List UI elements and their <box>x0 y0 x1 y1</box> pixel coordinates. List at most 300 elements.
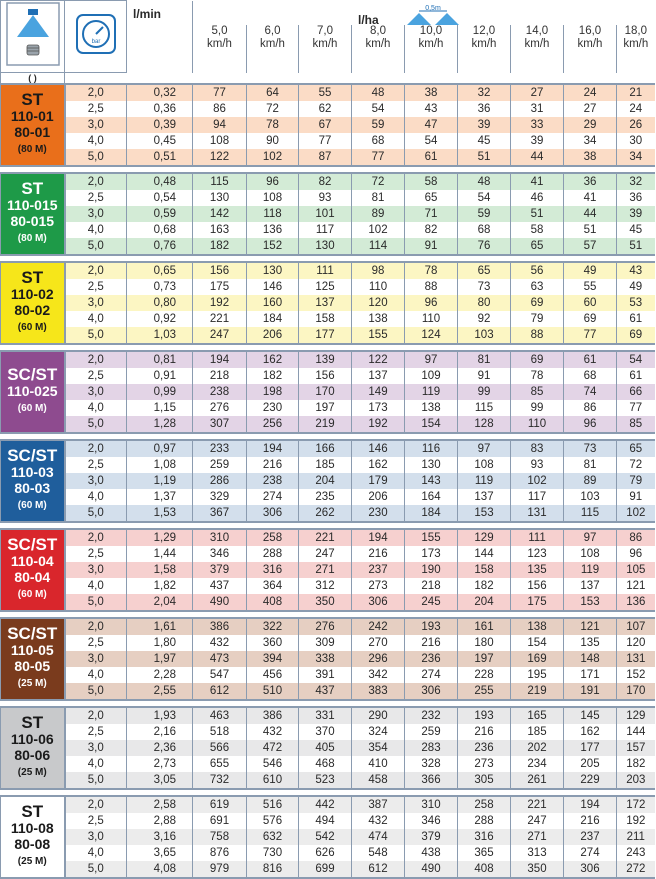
nozzle-label-line: 110-05 <box>10 642 54 658</box>
rate-cell: 138 <box>352 311 405 327</box>
table-row <box>1 845 655 861</box>
rate-cell: 65 <box>617 440 655 457</box>
table-row <box>1 117 655 133</box>
speed-unit: km/h <box>365 37 391 50</box>
group-separator <box>1 611 655 618</box>
flow-cell: 1,97 <box>127 651 193 667</box>
rate-cell: 288 <box>247 546 299 562</box>
rate-cell: 122 <box>352 351 405 368</box>
rate-cell: 272 <box>617 861 655 878</box>
rate-cell: 329 <box>193 489 247 505</box>
speed-value: 14,0 <box>525 24 549 37</box>
rate-cell: 175 <box>193 279 247 295</box>
rate-cell: 691 <box>193 813 247 829</box>
rate-cell: 221 <box>193 311 247 327</box>
group-separator <box>1 700 655 707</box>
pressure-cell: 2,5 <box>65 546 127 562</box>
pressure-gauge-cell <box>65 1 127 73</box>
pressure-cell: 4,0 <box>65 756 127 772</box>
rate-cell: 473 <box>193 651 247 667</box>
rate-cell: 274 <box>564 845 617 861</box>
pressure-cell: 2,5 <box>65 368 127 384</box>
rate-cell: 161 <box>458 618 511 635</box>
rate-cell: 139 <box>299 351 352 368</box>
rate-cell: 98 <box>352 262 405 279</box>
rate-cell: 408 <box>458 861 511 878</box>
rate-cell: 99 <box>511 400 564 416</box>
rate-cell: 76 <box>458 238 511 255</box>
nozzle-label-line: ST <box>21 90 44 109</box>
rate-cell: 173 <box>405 546 458 562</box>
rate-cell: 154 <box>511 635 564 651</box>
nozzle-label-line: ST <box>21 802 44 821</box>
rate-cell: 77 <box>299 133 352 149</box>
flow-cell: 2,16 <box>127 724 193 740</box>
rate-cell: 158 <box>458 562 511 578</box>
rate-cell: 83 <box>511 440 564 457</box>
rate-cell: 258 <box>247 529 299 546</box>
nozzle-label-line: (80 M) <box>17 233 47 244</box>
rate-cell: 102 <box>511 473 564 489</box>
rate-cell: 82 <box>405 222 458 238</box>
rate-cell: 316 <box>458 829 511 845</box>
nozzle-label <box>1 796 65 878</box>
rate-cell: 203 <box>617 772 655 789</box>
rate-cell: 105 <box>617 562 655 578</box>
table-row <box>1 813 655 829</box>
rate-cell: 271 <box>511 829 564 845</box>
rate-cell: 72 <box>617 457 655 473</box>
pressure-cell: 3,0 <box>65 562 127 578</box>
rate-cell: 184 <box>247 311 299 327</box>
group-separator <box>1 255 655 262</box>
rate-cell: 77 <box>352 149 405 166</box>
table-row <box>1 133 655 149</box>
nozzle-label-line: 80-015 <box>10 213 55 229</box>
pressure-cell: 5,0 <box>65 149 127 166</box>
table-row <box>1 384 655 400</box>
speed-unit: km/h <box>260 37 285 50</box>
rate-cell: 184 <box>405 505 458 522</box>
rate-cell: 158 <box>299 311 352 327</box>
rate-cell: 437 <box>299 683 352 700</box>
flow-cell: 2,28 <box>127 667 193 683</box>
rate-cell: 262 <box>299 505 352 522</box>
rate-cell: 312 <box>299 578 352 594</box>
nozzle-label-line: 110-015 <box>6 197 58 213</box>
rate-cell: 27 <box>564 101 617 117</box>
table-row <box>1 440 655 457</box>
rate-cell: 108 <box>247 190 299 206</box>
rate-cell: 146 <box>352 440 405 457</box>
nozzle-label <box>1 173 65 255</box>
flow-cell: 2,88 <box>127 813 193 829</box>
rate-cell: 286 <box>193 473 247 489</box>
rate-cell: 92 <box>458 311 511 327</box>
group-separator <box>1 522 655 529</box>
rate-cell: 58 <box>511 222 564 238</box>
speed-value: 16,0 <box>578 24 602 37</box>
table-row <box>1 635 655 651</box>
speed-header <box>193 25 247 73</box>
rate-cell: 86 <box>193 101 247 117</box>
rate-cell: 144 <box>458 546 511 562</box>
pressure-cell: 2,5 <box>65 813 127 829</box>
nozzle-label-line: 80-03 <box>14 480 51 496</box>
rate-cell: 153 <box>458 505 511 522</box>
rate-cell: 206 <box>352 489 405 505</box>
rate-cell: 89 <box>564 473 617 489</box>
nozzle-label-line: SC/ST <box>7 446 58 465</box>
rate-cell: 77 <box>193 84 247 101</box>
rate-cell: 69 <box>617 327 655 344</box>
flow-cell: 2,55 <box>127 683 193 700</box>
nozzle-label-line: 110-04 <box>10 553 54 569</box>
flow-cell: 1,37 <box>127 489 193 505</box>
rate-cell: 47 <box>405 117 458 133</box>
flow-cell: 4,08 <box>127 861 193 878</box>
rate-cell: 149 <box>352 384 405 400</box>
rate-cell: 21 <box>617 84 655 101</box>
table-row <box>1 562 655 578</box>
rate-cell: 193 <box>405 618 458 635</box>
nozzle-label <box>1 84 65 166</box>
rate-cell: 195 <box>511 667 564 683</box>
flow-cell: 1,93 <box>127 707 193 724</box>
rate-cell: 290 <box>352 707 405 724</box>
rate-cell: 730 <box>247 845 299 861</box>
rate-cell: 115 <box>458 400 511 416</box>
pressure-cell: 3,0 <box>65 829 127 845</box>
rate-cell: 185 <box>511 724 564 740</box>
rate-cell: 162 <box>247 351 299 368</box>
rate-cell: 472 <box>247 740 299 756</box>
rate-cell: 59 <box>352 117 405 133</box>
pressure-cell: 2,0 <box>65 529 127 546</box>
rate-cell: 206 <box>247 327 299 344</box>
rate-cell: 516 <box>247 796 299 813</box>
rate-cell: 182 <box>458 578 511 594</box>
flow-cell: 1,58 <box>127 562 193 578</box>
rate-cell: 163 <box>193 222 247 238</box>
rate-cell: 247 <box>193 327 247 344</box>
table-row <box>1 740 655 756</box>
rate-cell: 130 <box>299 238 352 255</box>
rate-cell: 148 <box>564 651 617 667</box>
rate-cell: 107 <box>617 618 655 635</box>
rate-cell: 116 <box>405 440 458 457</box>
pressure-cell: 4,0 <box>65 845 127 861</box>
rate-cell: 77 <box>617 400 655 416</box>
rate-cell: 68 <box>564 368 617 384</box>
rate-cell: 619 <box>193 796 247 813</box>
rate-cell: 610 <box>247 772 299 789</box>
speed-header <box>564 25 617 73</box>
rate-cell: 86 <box>617 529 655 546</box>
rate-cell: 547 <box>193 667 247 683</box>
rate-cell: 232 <box>405 707 458 724</box>
rate-cell: 442 <box>299 796 352 813</box>
rate-cell: 194 <box>247 440 299 457</box>
speed-header <box>458 25 511 73</box>
table-row <box>1 667 655 683</box>
rate-cell: 145 <box>564 707 617 724</box>
rate-cell: 283 <box>405 740 458 756</box>
pressure-gauge-icon <box>76 14 116 54</box>
rate-cell: 162 <box>352 457 405 473</box>
rate-cell: 173 <box>352 400 405 416</box>
rate-cell: 247 <box>511 813 564 829</box>
rate-cell: 494 <box>299 813 352 829</box>
rate-cell: 58 <box>405 173 458 190</box>
rate-cell: 758 <box>193 829 247 845</box>
rate-cell: 612 <box>193 683 247 700</box>
rate-cell: 32 <box>617 173 655 190</box>
flow-cell: 0,81 <box>127 351 193 368</box>
rate-cell: 73 <box>458 279 511 295</box>
rate-cell: 55 <box>299 84 352 101</box>
rate-cell: 54 <box>617 351 655 368</box>
rate-cell: 523 <box>299 772 352 789</box>
speed-value: 6,0 <box>264 24 281 37</box>
rate-cell: 143 <box>405 473 458 489</box>
rate-cell: 89 <box>352 206 405 222</box>
flow-cell: 1,29 <box>127 529 193 546</box>
flow-cell: 2,36 <box>127 740 193 756</box>
flow-cell: 0,76 <box>127 238 193 255</box>
rate-cell: 216 <box>405 635 458 651</box>
rate-cell: 548 <box>352 845 405 861</box>
rate-cell: 81 <box>564 457 617 473</box>
rate-cell: 57 <box>564 238 617 255</box>
rate-cell: 82 <box>299 173 352 190</box>
rate-cell: 91 <box>458 368 511 384</box>
pressure-cell: 2,0 <box>65 796 127 813</box>
rate-cell: 97 <box>564 529 617 546</box>
rate-cell: 33 <box>511 117 564 133</box>
nozzle-label-line: (80 M) <box>17 144 47 155</box>
pressure-cell: 4,0 <box>65 667 127 683</box>
rate-cell: 313 <box>511 845 564 861</box>
rate-cell: 54 <box>352 101 405 117</box>
rate-cell: 48 <box>458 173 511 190</box>
rate-cell: 103 <box>564 489 617 505</box>
speed-value: 8,0 <box>370 24 386 37</box>
rate-cell: 194 <box>193 351 247 368</box>
table-row <box>1 149 655 166</box>
rate-cell: 131 <box>617 651 655 667</box>
rate-cell: 41 <box>564 190 617 206</box>
rate-cell: 38 <box>564 149 617 166</box>
rate-cell: 80 <box>458 295 511 311</box>
rate-cell: 136 <box>617 594 655 611</box>
rate-cell: 110 <box>405 311 458 327</box>
rate-cell: 408 <box>247 594 299 611</box>
pressure-cell: 2,5 <box>65 101 127 117</box>
rate-cell: 216 <box>564 813 617 829</box>
rate-cell: 180 <box>458 635 511 651</box>
table-row <box>1 683 655 700</box>
rate-cell: 182 <box>247 368 299 384</box>
rate-cell: 41 <box>511 173 564 190</box>
nozzle-label <box>1 440 65 522</box>
pressure-cell: 2,5 <box>65 724 127 740</box>
table-row <box>1 578 655 594</box>
nozzle-label-line: SC/ST <box>7 624 58 643</box>
rate-cell: 51 <box>511 206 564 222</box>
pressure-cell: 4,0 <box>65 578 127 594</box>
speed-header <box>352 25 405 73</box>
speed-header <box>299 25 352 73</box>
rate-cell: 228 <box>458 667 511 683</box>
rate-cell: 166 <box>299 440 352 457</box>
rate-cell: 204 <box>299 473 352 489</box>
rate-cell: 117 <box>511 489 564 505</box>
rate-cell: 160 <box>247 295 299 311</box>
rate-cell: 56 <box>511 262 564 279</box>
rate-cell: 185 <box>299 457 352 473</box>
rate-cell: 49 <box>617 279 655 295</box>
pressure-cell: 3,0 <box>65 206 127 222</box>
pressure-cell: 5,0 <box>65 861 127 878</box>
table-row <box>1 279 655 295</box>
rate-cell: 155 <box>405 529 458 546</box>
nozzle-label-line: (25 M) <box>17 678 47 689</box>
rate-cell: 979 <box>193 861 247 878</box>
rate-cell: 137 <box>458 489 511 505</box>
rate-cell: 288 <box>458 813 511 829</box>
speed-header <box>511 25 564 73</box>
rate-cell: 305 <box>458 772 511 789</box>
rate-cell: 146 <box>247 279 299 295</box>
rate-cell: 88 <box>405 279 458 295</box>
rate-cell: 119 <box>564 562 617 578</box>
rate-cell: 157 <box>617 740 655 756</box>
rate-cell: 432 <box>247 724 299 740</box>
speed-unit: km/h <box>207 37 232 50</box>
nozzle-label-line: 110-06 <box>10 731 54 747</box>
rate-cell: 45 <box>458 133 511 149</box>
rate-cell: 699 <box>299 861 352 878</box>
rate-cell: 78 <box>405 262 458 279</box>
rate-cell: 394 <box>247 651 299 667</box>
nozzle-label-line: (25 M) <box>17 767 47 778</box>
flow-cell: 0,68 <box>127 222 193 238</box>
rate-cell: 306 <box>247 505 299 522</box>
rate-cell: 273 <box>458 756 511 772</box>
speed-unit: km/h <box>524 37 550 50</box>
rate-cell: 156 <box>299 368 352 384</box>
rate-cell: 162 <box>564 724 617 740</box>
rate-cell: 346 <box>405 813 458 829</box>
table-row <box>1 724 655 740</box>
nozzle-label-line: 110-08 <box>10 820 54 836</box>
speed-value: 10,0 <box>419 24 443 37</box>
pressure-cell: 5,0 <box>65 327 127 344</box>
rate-cell: 364 <box>247 578 299 594</box>
flow-cell: 1,82 <box>127 578 193 594</box>
nozzle-label-line: 110-01 <box>10 108 54 124</box>
rate-cell: 61 <box>564 351 617 368</box>
pressure-cell: 4,0 <box>65 222 127 238</box>
flow-cell: 3,65 <box>127 845 193 861</box>
rate-cell: 626 <box>299 845 352 861</box>
rate-cell: 437 <box>193 578 247 594</box>
rate-cell: 216 <box>458 724 511 740</box>
rate-cell: 192 <box>352 416 405 433</box>
table-row <box>1 594 655 611</box>
rate-cell: 123 <box>511 546 564 562</box>
rate-cell: 360 <box>247 635 299 651</box>
rate-cell: 274 <box>405 667 458 683</box>
nozzle-caption: ( ) <box>1 73 65 85</box>
nozzle-label-line: SC/ST <box>7 365 58 384</box>
nozzle-label-line: (25 M) <box>17 856 47 867</box>
rate-cell: 510 <box>247 683 299 700</box>
pressure-cell: 3,0 <box>65 295 127 311</box>
table-row <box>1 327 655 344</box>
table-row <box>1 457 655 473</box>
rate-cell: 119 <box>405 384 458 400</box>
rate-cell: 69 <box>511 351 564 368</box>
rate-cell: 463 <box>193 707 247 724</box>
rate-cell: 237 <box>352 562 405 578</box>
rate-cell: 546 <box>247 756 299 772</box>
rate-cell: 138 <box>405 400 458 416</box>
rate-cell: 85 <box>511 384 564 400</box>
flow-cell: 1,80 <box>127 635 193 651</box>
table-row <box>1 473 655 489</box>
rate-cell: 97 <box>405 351 458 368</box>
rate-cell: 110 <box>352 279 405 295</box>
rate-cell: 61 <box>405 149 458 166</box>
rate-cell: 276 <box>193 400 247 416</box>
table-row <box>1 618 655 635</box>
rate-cell: 191 <box>564 683 617 700</box>
rate-cell: 44 <box>564 206 617 222</box>
rate-cell: 130 <box>405 457 458 473</box>
rate-cell: 93 <box>511 457 564 473</box>
rate-cell: 193 <box>458 707 511 724</box>
rate-cell: 296 <box>352 651 405 667</box>
rate-cell: 474 <box>352 829 405 845</box>
pressure-cell: 2,5 <box>65 190 127 206</box>
group-separator <box>1 433 655 440</box>
rate-cell: 194 <box>564 796 617 813</box>
pressure-cell: 2,0 <box>65 707 127 724</box>
flow-cell: 1,44 <box>127 546 193 562</box>
table-row <box>1 101 655 117</box>
speed-unit: km/h <box>418 37 444 50</box>
flow-cell: 0,73 <box>127 279 193 295</box>
rate-cell: 192 <box>193 295 247 311</box>
rate-cell: 93 <box>299 190 352 206</box>
rate-cell: 391 <box>299 667 352 683</box>
rate-cell: 121 <box>564 618 617 635</box>
rate-cell: 136 <box>247 222 299 238</box>
rate-cell: 109 <box>405 368 458 384</box>
flow-cell: 0,97 <box>127 440 193 457</box>
rate-cell: 456 <box>247 667 299 683</box>
table-row <box>1 707 655 724</box>
rate-cell: 96 <box>617 546 655 562</box>
nozzle-label-line: ST <box>21 179 44 198</box>
rate-cell: 367 <box>193 505 247 522</box>
table-row <box>1 84 655 101</box>
rate-cell: 219 <box>299 416 352 433</box>
rate-cell: 138 <box>511 618 564 635</box>
pressure-cell: 2,0 <box>65 84 127 101</box>
